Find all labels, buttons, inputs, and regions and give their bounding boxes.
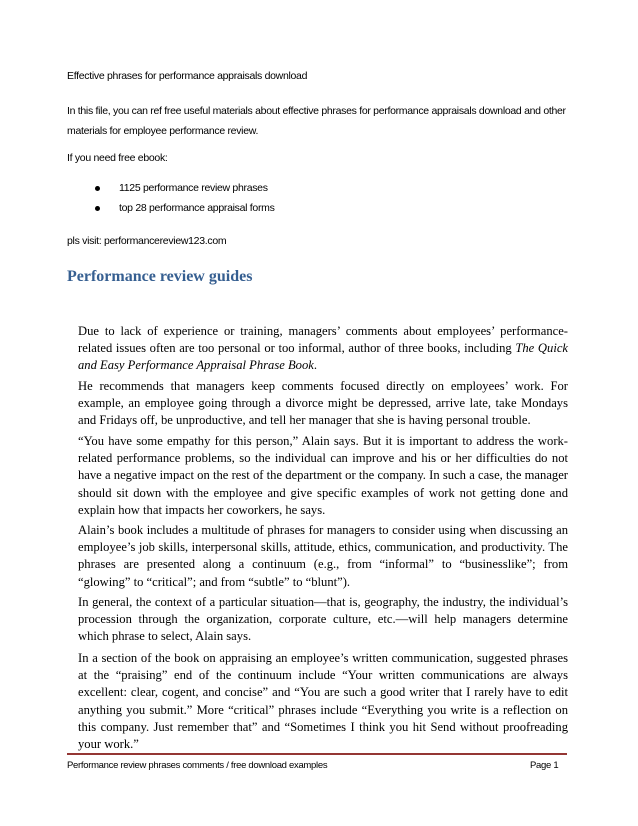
paragraph-6: In a section of the book on appraising an employee’s written communication, suggested phrases at the “praising” end of the continuum include “Your written communications are always excellent: clear, cogent, and concise” and “You are such a good writer that I rarely have to edit anything you submit.” More “critical” phrases include “Everything you write is a reflection on this company. Just remember that” and “Sometimes I think you hit Send without proofreading your work.” xyxy=(78,651,568,752)
ebook-bullet-list xyxy=(95,182,275,222)
page-number: Page 1 xyxy=(530,760,559,771)
footer-divider xyxy=(67,753,567,755)
bullet-item: top 28 performance appraisal forms xyxy=(95,202,275,222)
intro-paragraph: In this file, you can ref free useful materials about effective phrases for performance appraisals download and other materials for employee performance review. xyxy=(67,105,566,137)
ebook-prompt: If you need free ebook: xyxy=(67,152,168,164)
footer-title: Performance review phrases comments / free download examples xyxy=(67,760,328,771)
book-title: The Quick and Easy Performance Appraisal Phrase Book xyxy=(78,341,568,373)
paragraph-2: He recommends that managers keep comments focused directly on employees’ work. For example, an employee going through a divorce might be depressed, arrive late, take Mondays and Fridays off, be unproductive, and tell her manager that she is having personal trouble. xyxy=(78,379,568,428)
paragraph-1-end: . xyxy=(313,358,318,373)
section-heading: Performance review guides xyxy=(67,268,253,285)
paragraph-1-text: Due to lack of experience or training, managers’ comments about employees’ performance-related issues often are too personal or too informal, author of three books, including xyxy=(78,324,568,356)
paragraph-3: “You have some empathy for this person,” Alain says. But it is important to address the work-related performance problems, so the individual can improve and his or her difficulties do not have a negative impact on the rest of the department or the company. In such a case, the manager should sit down with the employee and give specific examples of work not getting done and explain how that impacts her coworkers, he says. xyxy=(78,434,568,517)
bullet-item: 1125 performance review phrases xyxy=(95,182,275,202)
paragraph-5: In general, the context of a particular situation—that is, geography, the industry, the individual’s procession through the organization, corporate culture, etc.—will help managers determine which phrase to select, Alain says. xyxy=(78,595,568,644)
paragraph-4: Alain’s book includes a multitude of phrases for managers to consider using when discussing an employee’s job skills, interpersonal skills, attitude, ethics, communication, and productivity. The phrases are presented along a continuum (e.g., from “informal” to “businesslike”; from “glowing” to “critical”; and from “subtle” to “blunt”). xyxy=(78,523,568,589)
paragraph-1 xyxy=(78,323,568,375)
document-title-line: Effective phrases for performance appraisals download xyxy=(67,70,308,82)
visit-line: pls visit: performancereview123.com xyxy=(67,235,227,247)
